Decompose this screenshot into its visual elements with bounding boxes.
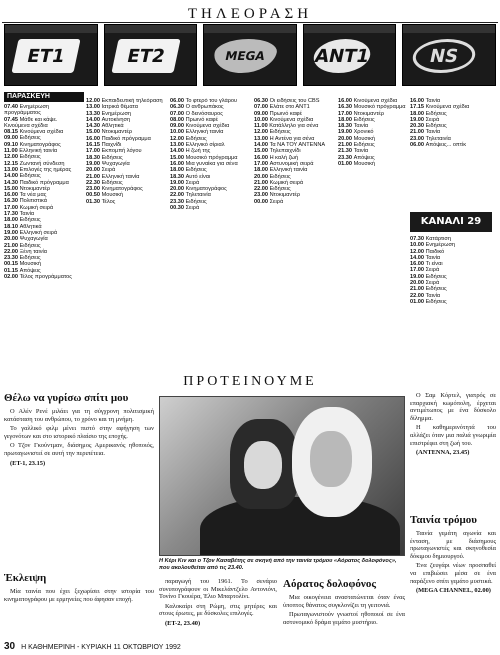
schedule-column-ch6 <box>410 98 496 208</box>
schedule-title: Ελληνικό σίριαλ <box>185 142 225 149</box>
schedule-time: 14.00 <box>86 116 102 123</box>
schedule-time: 19.00 <box>170 179 186 186</box>
section-title <box>0 374 500 390</box>
schedule-title: Η ζωή της <box>185 148 211 155</box>
schedule-title: Κατάλληλο για σένα <box>269 123 319 130</box>
schedule-time: 18.00 <box>170 167 186 174</box>
schedule-time: 17.30 <box>4 211 20 218</box>
schedule-title: Τέλος προγράμματος <box>19 274 72 281</box>
schedule-title: Ειδήσεις <box>425 298 447 305</box>
schedule-time: 10.00 <box>170 129 186 136</box>
schedule-title: Παιχνίδι <box>101 142 122 149</box>
schedule-time: 06.00 <box>170 98 186 104</box>
schedule-title: Ελληνική ταινία <box>269 167 308 174</box>
schedule-title: Ταινία <box>353 123 369 130</box>
schedule-time: 01.30 <box>86 198 102 205</box>
schedule-title: Πολιτιστικά <box>19 198 47 205</box>
schedule-time: 22.30 <box>86 179 102 186</box>
logo-nostalgia <box>402 24 496 86</box>
schedule-time: 17.00 <box>254 160 270 167</box>
schedule-time: 16.00 <box>4 192 20 199</box>
schedule-time: 20.00 <box>338 135 354 142</box>
schedule-title: Αυτοκίνηση <box>101 116 131 123</box>
schedule-time: 21.00 <box>410 129 426 136</box>
schedule-time: 17.00 <box>86 148 102 155</box>
schedule-time: 07.40 <box>4 104 20 110</box>
schedule-time: 02.00 <box>4 274 20 281</box>
schedule-title: Τα ΝΑ ΤΟΥ ΑΝΤΕΝΝΑ <box>269 142 326 149</box>
schedule-time: 01.00 <box>338 160 354 167</box>
article-1-title: Θέλω να γυρίσω σπίτι μου <box>4 392 129 404</box>
schedule-time: 07.30 <box>410 236 426 242</box>
schedule-time: 16.00 <box>410 98 426 104</box>
schedule-title: Ειδήσεις <box>425 123 447 130</box>
schedule-title: Σειρά <box>425 267 440 274</box>
schedule-time: 16.00 <box>410 261 426 268</box>
article-4 <box>410 392 496 510</box>
schedule-time: 19.00 <box>4 229 20 236</box>
schedule-time: 16.30 <box>4 198 20 205</box>
article-3-para-1: Μια οικογένεια αναστατώνεται όταν ένας ύποπτος θάνατος συγκλονίζει τη γειτονιά. <box>283 594 405 609</box>
article-2-source: (ΕΤ-2, 23.40) <box>165 619 201 627</box>
schedule-time: 06.30 <box>254 98 270 104</box>
day-label: ΠΑΡΑΣΚΕΥΗ <box>4 92 84 102</box>
section-title-text: ΠΡΟΤΕΙΝΟΥΜΕ <box>177 374 322 389</box>
schedule-title: Σειρά <box>101 167 116 174</box>
schedule-title: Κινηματογράφος <box>185 186 227 193</box>
schedule-column-et1 <box>4 104 80 369</box>
schedule-title: Σειρά <box>425 280 440 287</box>
schedule-title: Ειδήσεις <box>269 173 291 180</box>
schedule-time: 20.30 <box>410 123 426 130</box>
article-1 <box>4 392 154 572</box>
schedule-time: 18.00 <box>338 116 354 123</box>
schedule-title: Σειρά <box>269 198 284 205</box>
divider <box>2 22 498 23</box>
schedule-time: 13.00 <box>4 166 20 173</box>
schedule-time: 22.00 <box>254 186 270 193</box>
schedule-time: 18.10 <box>4 223 20 230</box>
article-4-source: (ANTENNA, 23.45) <box>416 449 470 457</box>
schedule-title: Ταινία <box>353 148 369 155</box>
schedule-title: Οι ειδήσεις του CBS <box>269 98 320 104</box>
schedule-time: 12.00 <box>4 154 20 161</box>
schedule-title: Ειδήσεις <box>101 179 123 186</box>
schedule-column-ant1 <box>254 98 332 363</box>
schedule-title: Απόψεις... οπτίκ <box>425 142 467 149</box>
logo-ant1 <box>303 24 397 86</box>
schedule-title: Πρωινό καφέ <box>185 116 218 123</box>
photo-caption: Η Κέρι Κιν και ο Τζον Κασαβέτης σε σκηνή από την ταινία τρόμου «Αόρατος δολοφόνος», που ακολουθείται από τις 23.40. <box>159 558 397 571</box>
schedule-time: 09.00 <box>170 123 186 130</box>
schedule-title: Ενημέρωση <box>425 242 456 249</box>
page-footer <box>4 641 181 652</box>
schedule-title: Ειδήσεις <box>425 273 447 280</box>
schedule-title: Ψυχαγωγία <box>19 236 48 243</box>
schedule-title: Σειρά <box>425 116 440 123</box>
schedule-title: Ντοκιμαντέρ <box>353 110 385 117</box>
article-1-para-2: Το γαλλικό φιλμ μένει πιστό στην αφήγηση των γεγονότων και στο ιστορικό πλαίσιο της εποχής. <box>4 425 154 440</box>
schedule-title: Μια γυναίκα για σένα <box>185 160 238 167</box>
schedule-title: Αθλητικά <box>19 223 42 230</box>
film-still-photo <box>159 396 405 556</box>
schedule-entry <box>410 142 496 148</box>
schedule-title: Τέλος <box>101 198 116 205</box>
schedule-title: Κωμική σειρά <box>269 179 304 186</box>
schedule-time: 00.50 <box>86 192 102 199</box>
schedule-title: Ζωντανή σύνδεση <box>19 160 65 167</box>
schedule-title: Αυτό είναι <box>185 173 211 180</box>
schedule-title: Ειδήσεις <box>269 186 291 193</box>
schedule-time: 19.00 <box>338 129 354 136</box>
schedule-title: Ταινία <box>425 254 441 261</box>
article-3-title: Αόρατος δολοφόνος <box>283 578 376 590</box>
schedule-title: Η Αντένα για σένα <box>269 135 315 142</box>
schedule-time: 15.00 <box>170 154 186 161</box>
article-1-para-1: Ο Αλέν Ρενέ μιλάει για τη σύγχρονη πολιτισμική κατάσταση του ανθρώπου, το χρόνο και τη μνήμη. <box>4 408 154 423</box>
schedule-title: Ψυχαγωγία <box>101 160 130 167</box>
schedule-time: 14.30 <box>4 179 20 186</box>
schedule-time: 00.30 <box>170 205 186 212</box>
schedule-title: Κατάρτιση <box>425 236 451 242</box>
article-5-para-1: Ταινία γεμάτη αγωνία και ένταση, με διάσημους πρωταγωνιστές και σκηνοθεσία δόκιμου δημιουργού. <box>410 530 496 560</box>
article-1b-para-1: Μία ταινία που έχει ξεχωρίσει στην ιστορία του κινηματογράφου με ερμηνείες που άφησαν εποχή. <box>4 588 154 603</box>
schedule-time: 16.30 <box>338 104 354 111</box>
schedule-title: Μουσική <box>19 261 41 268</box>
schedule-time: 18.00 <box>254 167 270 174</box>
schedule-title: Ειδήσεις <box>19 242 41 249</box>
schedule-entry <box>410 299 496 305</box>
schedule-title: Σειρά <box>185 205 200 212</box>
schedule-title: Τηλεταινία <box>425 135 451 142</box>
schedule-column-et2 <box>86 98 164 363</box>
schedule-title: Ντοκιμαντέρ <box>101 129 133 136</box>
schedule-time: 16.00 <box>170 160 186 167</box>
schedule-time: 13.00 <box>86 104 102 111</box>
schedule-title: Απόψεις <box>353 154 375 161</box>
schedule-time: 18.00 <box>410 110 426 117</box>
schedule-title: Ταινία <box>19 211 35 218</box>
schedule-time: 17.00 <box>410 267 426 274</box>
logo-mega <box>203 24 297 86</box>
article-1b-title: Έκλειψη <box>4 572 47 584</box>
article-3-para-2: Πρωταγωνιστούν γνωστοί ηθοποιοί σε ένα αστυνομικό δράμα γεμάτο μυστήριο. <box>283 611 405 626</box>
schedule-time: 17.00 <box>4 204 20 211</box>
schedule-title: Ειδήσεις <box>19 255 41 262</box>
schedule-time: 18.30 <box>338 123 354 130</box>
schedule-title: Ταινία <box>425 292 441 299</box>
schedule-time: 06.30 <box>170 104 186 111</box>
schedule-title: Ειδήσεις <box>19 135 41 142</box>
schedule-time: 18.00 <box>4 217 20 224</box>
schedule-title: Ειδήσεις <box>185 135 207 142</box>
schedule-time: 20.00 <box>4 236 20 243</box>
schedule-time: 01.15 <box>4 267 20 274</box>
schedule-time: 21.00 <box>338 142 354 149</box>
schedule-title: Μουσικό πρόγραμμα <box>185 154 238 161</box>
article-5 <box>410 514 496 638</box>
schedule-title: Μουσική <box>101 192 123 199</box>
schedule-title: Ειδήσεις <box>101 154 123 161</box>
schedule-time: 15.00 <box>254 148 270 155</box>
logo-mark: ANT1 <box>310 39 373 73</box>
schedule-title: Ειδήσεις <box>269 129 291 136</box>
schedule-entry <box>338 161 406 167</box>
article-5-source: (MEGA CHANNEL, 02.00) <box>416 587 491 595</box>
schedule-time: 17.00 <box>338 110 354 117</box>
schedule-title: Ταινία <box>425 98 441 104</box>
schedule-title: Μάθε και κάψε. Κινούμενα σχέδια <box>4 116 58 129</box>
schedule-time: 10.00 <box>410 242 426 249</box>
article-4-para-2: Η καθημερινότητά του αλλάζει όταν μια παλιά γνωριμία επιστρέφει στη ζωή του. <box>410 424 496 447</box>
schedule-title: Μουσικό πρόγραμμα <box>353 104 406 111</box>
footer-text: Η ΚΑΘΗΜΕΡΙΝΗ - ΚΥΡΙΑΚΗ 11 ΟΚΤΩΒΡΙΟΥ 1992 <box>21 644 181 651</box>
schedule-entry <box>4 104 80 117</box>
schedule-time: 23.30 <box>4 255 20 262</box>
schedule-title: Ελληνική ταινία <box>19 148 58 155</box>
schedule-time: 12.00 <box>410 248 426 255</box>
schedule-time: 14.00 <box>410 254 426 261</box>
schedule-time: 16.00 <box>254 154 270 161</box>
schedule-title: Ενημέρωση προγράμματος <box>4 104 50 117</box>
channel-logos <box>4 24 496 86</box>
schedule-time: 16.00 <box>338 98 354 104</box>
schedule-column-mega <box>170 98 248 363</box>
schedule-title: Τηλεταινία <box>185 192 211 199</box>
article-5-para-2: Ένα ζευγάρι νέων προσπαθεί να επιβιώσει μέσα σε ένα παράξενο σπίτι γεμάτο μυστικά. <box>410 562 496 585</box>
schedule-title: Εκπαιδευτική τηλεόραση <box>101 98 163 104</box>
schedule-time: 12.15 <box>4 160 20 167</box>
page-title: ΤΗΛΕΟΡΑΣΗ <box>187 6 313 22</box>
schedule-title: Κινούμενα σχέδια <box>353 98 398 104</box>
schedule-title: Κινηματογράφος <box>19 141 61 148</box>
logo-mark: ET2 <box>111 39 180 73</box>
schedule-time: 22.00 <box>410 292 426 299</box>
schedule-title: Ειδήσεις <box>19 173 41 180</box>
schedule-time: 21.00 <box>86 173 102 180</box>
schedule-title: Πρωινό καφέ <box>269 110 302 117</box>
schedule-title: Ενημέρωση <box>101 110 132 117</box>
schedule-title: Κινούμενα σχέδια <box>185 123 230 130</box>
schedule-time: 09.00 <box>4 135 20 142</box>
schedule-title: Παιδικό <box>425 248 445 255</box>
article-2 <box>159 578 277 638</box>
schedule-time: 00.15 <box>4 261 20 268</box>
schedule-time: 07.45 <box>4 116 20 123</box>
schedule-time: 18.30 <box>86 154 102 161</box>
schedule-time: 23.00 <box>254 192 270 199</box>
schedule-title: Ο ανθρωπάκος <box>185 104 224 111</box>
schedule-title: Κωμική σειρά <box>19 204 54 211</box>
logo-mark: NS <box>410 39 479 73</box>
schedule-time: 07.00 <box>254 104 270 111</box>
article-1b <box>4 572 154 636</box>
schedule-entry <box>4 274 80 280</box>
schedule-time: 21.30 <box>338 148 354 155</box>
schedule-time: 19.00 <box>410 116 426 123</box>
schedule-title: Αστυνομική σειρά <box>269 160 314 167</box>
schedule-title: Ιατρικά θέματα <box>101 104 138 111</box>
schedule-title: Ειδήσεις <box>185 167 207 174</box>
schedule-title: Ο δεινόσαυρος <box>185 110 223 117</box>
schedule-title: Ειδήσεις <box>353 142 375 149</box>
schedule-entry <box>4 117 80 130</box>
schedule-time: 20.00 <box>170 186 186 193</box>
schedule-entry <box>170 205 248 211</box>
article-2-para-2: Καλοκαίρι στη Ρώμη, στις μητέρες και στους έρωτες, με δύσκολες επιλογές. <box>159 602 277 618</box>
article-2-para-1: παραγωγή του 1961. Το σενάριο συνυπογράφουν οι Μικελάντζελο Αντονιόνι, Τονίνο Γκουέρα, Έλιο Μπαρτολίνι. <box>159 578 277 601</box>
article-3 <box>283 578 405 638</box>
schedule-time: 11.00 <box>254 123 270 130</box>
schedule-time: 14.00 <box>254 142 270 149</box>
schedule-time: 00.00 <box>254 198 270 205</box>
schedule-time: 16.00 <box>86 135 102 142</box>
schedule-title: Εκπομπή λόγου <box>101 148 142 155</box>
schedule-title: Ελληνική σειρά <box>19 229 58 236</box>
logo-et2 <box>104 24 198 86</box>
schedule-time: 01.00 <box>410 298 426 305</box>
schedule-time: 23.30 <box>170 198 186 205</box>
article-4-para-1: Ο Σαμ Κόρτελ, γιατρός σε επαρχιακή κωμόπολη, έρχεται αντιμέτωπος με ένα δύσκολο δίλημμα. <box>410 392 496 422</box>
schedule-time: 09.10 <box>4 141 20 148</box>
schedule-column-ch5 <box>338 98 406 363</box>
schedule-time: 08.00 <box>170 116 186 123</box>
schedule-time: 21.00 <box>410 286 426 293</box>
schedule-title: Μουσική <box>353 135 375 142</box>
schedule-title: Η καλή ζωή <box>269 154 299 161</box>
schedule-title: Παιδικό πρόγραμμα <box>101 135 151 142</box>
schedule-time: 15.00 <box>4 185 20 192</box>
schedule-title: Ειδήσεις <box>425 286 447 293</box>
schedule-time: 14.00 <box>170 148 186 155</box>
schedule-time: 20.00 <box>410 280 426 287</box>
page-number: 30 <box>4 641 16 652</box>
schedule-title: Μουσική <box>353 160 375 167</box>
schedule-title: Κινούμενα σχέδια <box>19 129 64 136</box>
schedule-title: Κινούμενα σχέδια <box>425 104 470 111</box>
schedule-time: 14.30 <box>86 123 102 130</box>
schedule-title: Ειδήσεις <box>19 217 41 224</box>
schedule-time: 17.15 <box>410 104 426 111</box>
article-5-title: Ταινία τρόμου <box>410 514 478 526</box>
schedule-column-kanal29 <box>410 236 496 366</box>
schedule-title: Σειρά <box>185 179 200 186</box>
schedule-title: Ειδήσεις <box>185 198 207 205</box>
schedule-title: Χρονικό <box>353 129 374 136</box>
schedule-time: 19.00 <box>410 273 426 280</box>
schedule-time: 07.00 <box>170 110 186 117</box>
schedule-time: 14.00 <box>4 173 20 180</box>
schedule-entry <box>254 199 332 205</box>
schedule-title: Ντοκιμαντέρ <box>269 192 301 199</box>
schedule-time: 12.00 <box>254 129 270 136</box>
schedule-time: 23.30 <box>338 154 354 161</box>
article-1-para-3: Ο Τζον Γκούντμαν, διάσημος Αμερικανός ηθοποιός, πρωταγωνιστεί σε αυτή την περιπέτεια. <box>4 442 154 457</box>
schedule-title: Ξένη ταινία <box>19 248 48 255</box>
schedule-time: 08.15 <box>4 129 20 136</box>
schedule-time: 13.30 <box>86 110 102 117</box>
logo-kanal29: ΚΑΝΑΛΙ 29 <box>410 212 492 232</box>
schedule-title: Ειδήσεις <box>19 154 41 161</box>
schedule-time: 19.00 <box>86 160 102 167</box>
schedule-time: 12.00 <box>86 98 102 104</box>
schedule-time: 23.00 <box>410 135 426 142</box>
schedule-time: 20.00 <box>254 173 270 180</box>
logo-mark: MEGA <box>211 39 280 73</box>
schedule-time: 20.00 <box>86 167 102 174</box>
schedule-time: 16.15 <box>86 142 102 149</box>
schedule-time: 06.00 <box>410 142 426 149</box>
schedule-title: Ειδήσεις <box>353 116 375 123</box>
schedule-title: Ειδήσεις <box>425 110 447 117</box>
schedule-time: 10.00 <box>254 116 270 123</box>
logo-mark: ET1 <box>11 39 80 73</box>
schedule-time: 12.00 <box>170 135 186 142</box>
schedule-time: 21.00 <box>4 242 20 249</box>
schedule-time: 11.00 <box>4 148 20 155</box>
schedule-title: Τι είναι <box>425 261 443 268</box>
schedule-title: Ελληνική ταινία <box>185 129 224 136</box>
schedule-time: 21.00 <box>254 179 270 186</box>
schedule-title: Ταινία <box>425 129 441 136</box>
schedule-title: Αθλητικά <box>101 123 124 130</box>
schedule-title: Ελάτε στο ΑΝΤ1 <box>269 104 310 111</box>
schedule-title: Παιδικό πρόγραμμα <box>19 179 69 186</box>
schedule-time: 13.00 <box>254 135 270 142</box>
schedule-title: Τηλεπαιχνίδι <box>269 148 301 155</box>
schedule-title: Ελληνική ταινία <box>101 173 140 180</box>
schedule-time: 22.00 <box>4 248 20 255</box>
schedule-entry <box>86 199 164 205</box>
schedule-time: 23.00 <box>86 186 102 193</box>
schedule-time: 22.00 <box>170 192 186 199</box>
logo-et1 <box>4 24 98 86</box>
article-1-source: (ΕΤ-1, 23.15) <box>10 459 46 467</box>
schedule-time: 13.00 <box>170 142 186 149</box>
schedule-title: Κινούμενα σχέδια <box>269 116 314 123</box>
schedule-title: Το φτερό του γλάρου <box>185 98 238 104</box>
schedule-title: Κινηματογράφος <box>101 186 143 193</box>
schedule-time: 18.30 <box>170 173 186 180</box>
schedule-title: Ντοκιμαντέρ <box>19 185 51 192</box>
schedule-title: Επιλογές της ημέρας <box>19 166 72 173</box>
schedule-title: Απόψεις <box>19 267 41 274</box>
schedule-time: 09.00 <box>254 110 270 117</box>
schedule-time: 15.00 <box>86 129 102 136</box>
schedule-title: Τα νέα μας <box>19 192 47 199</box>
